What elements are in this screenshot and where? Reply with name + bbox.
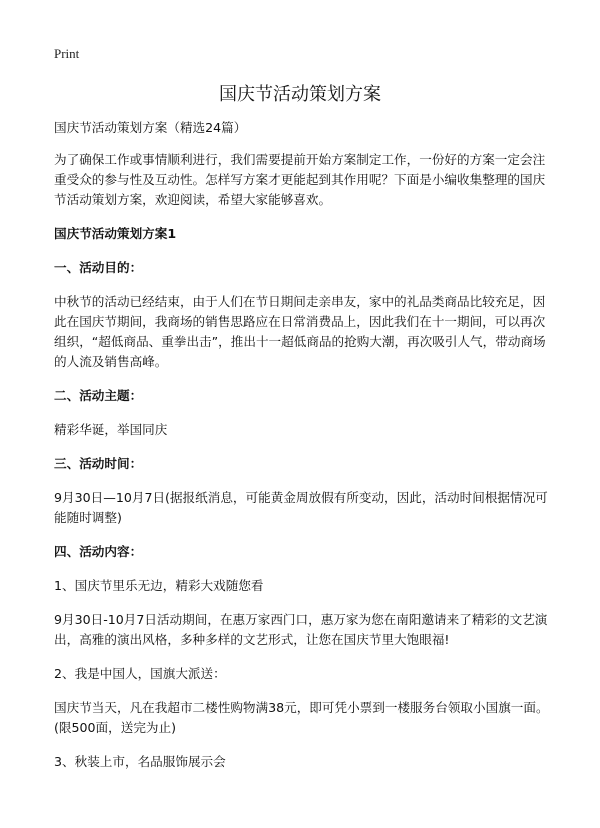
item1-paragraph: 9月30日-10月7日活动期间，在惠万家西门口，惠万家为您在南阳邀请来了精彩的文艺演出，高雅的演出风格，多种多样的文艺形式，让您在国庆节里大饱眼福! bbox=[54, 612, 548, 647]
item2-paragraph: 国庆节当天，凡在我超市二楼性购物满38元，即可凭小票到一楼服务台领取小国旗一面。(限500面，送完为止) bbox=[54, 700, 549, 735]
item1-title: 1、国庆节里乐无边，精彩大戏随您看 bbox=[54, 578, 264, 593]
document-body bbox=[54, 118, 550, 786]
purpose-heading: 一、活动目的： bbox=[54, 260, 143, 275]
purpose-paragraph: 中秋节的活动已经结束，由于人们在节日期间走亲串友，家中的礼品类商品比较充足，因此在国庆节期间，我商场的销售思路应在日常消费品上，因此我们在十一期间，可以再次组织，“超低商品、重拳出击”，推出十一超低商品的抢购大潮，再次吸引人气，带动商场的人流及销售高峰。 bbox=[54, 294, 546, 369]
document-subtitle: 国庆节活动策划方案（精选24篇） bbox=[54, 120, 247, 135]
print-link[interactable]: Print bbox=[54, 46, 80, 61]
content-heading: 四、活动内容： bbox=[54, 544, 143, 559]
intro-paragraph: 为了确保工作或事情顺利进行，我们需要提前开始方案制定工作，一份好的方案一定会注重受众的参与性及互动性。怎样写方案才更能起到其作用呢？下面是小编收集整理的国庆节活动策划方案，欢迎阅读，希望大家能够喜欢。 bbox=[54, 152, 546, 207]
item2-title: 2、我是中国人，国旗大派送： bbox=[54, 666, 226, 681]
theme-heading: 二、活动主题： bbox=[54, 388, 143, 403]
item3-title: 3、秋装上市，名品服饰展示会 bbox=[54, 754, 226, 769]
theme-paragraph: 精彩华诞，举国同庆 bbox=[54, 422, 168, 437]
time-heading: 三、活动时间： bbox=[54, 456, 143, 471]
time-paragraph: 9月30日—10月7日(据报纸消息，可能黄金周放假有所变动，因此，活动时间根据情况可能随时调整) bbox=[54, 490, 548, 525]
section-title: 国庆节活动策划方案1 bbox=[54, 226, 177, 241]
page-title: 国庆节活动策划方案 bbox=[219, 84, 381, 105]
